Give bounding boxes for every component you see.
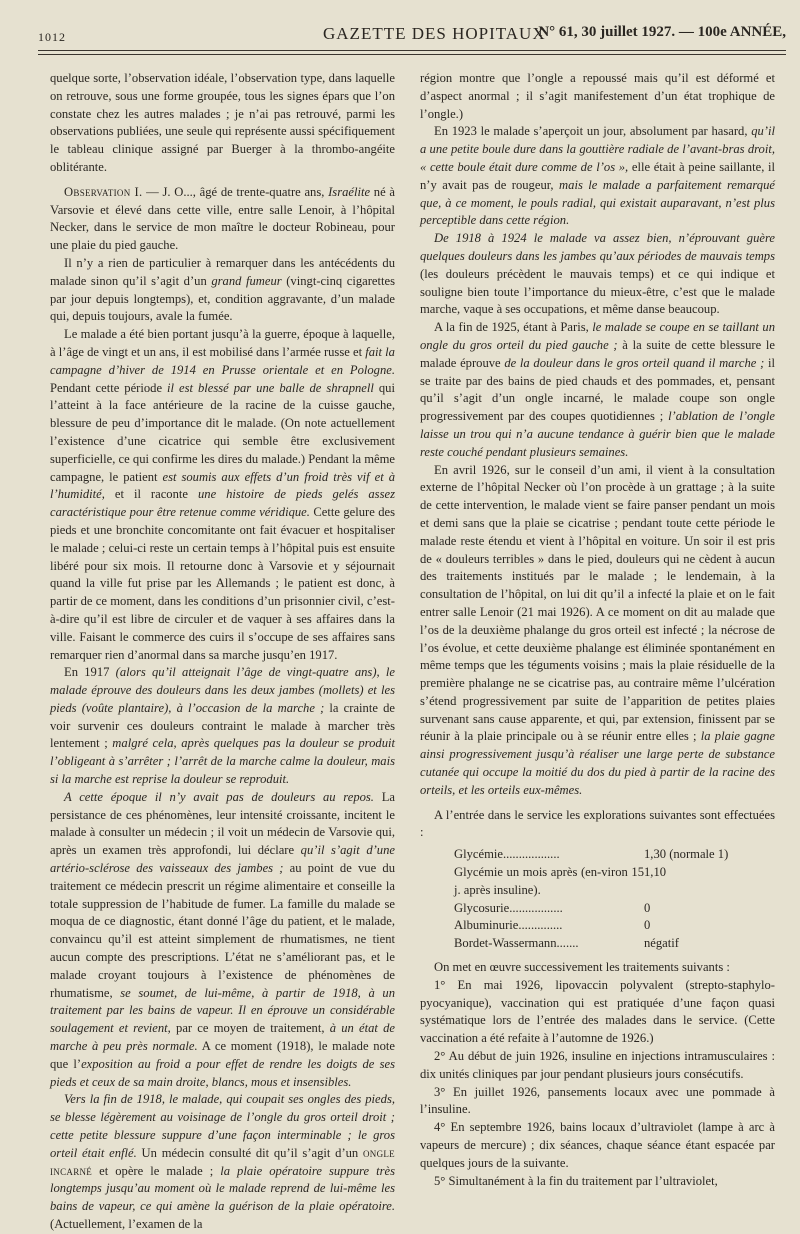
journal-title: GAZETTE DES HOPITAUX	[323, 24, 546, 43]
observation-paragraph: Observation I. — J. O..., âgé de trente-quatre ans, Israélite né à Varsovie et élevé dans cette ville, entre salle Lenoir, à l’hôpital Necker, dans le service de mon maître le docteur Robineau, pour une plaie du pied gauche.	[50, 184, 395, 253]
treatment-list	[420, 977, 775, 1191]
right-column	[420, 70, 775, 1190]
header-rule	[38, 50, 786, 51]
paragraph: Le malade a été bien portant jusqu’à la guerre, époque à laquelle, à l’âge de vingt et un ans, il est mobilisé dans l’armée russe et fait la campagne d’hiver de 1914 en Prusse orientale et en Pologne. Pendant cette période il est blessé par une balle de shrapnell qui l’atteint à la face antérieure de la racine de la cuisse gauche, blessure de peu d’importance dit le malade. (On note actuellement l’existence d’une cicatrice qui semble être exclusivement superficielle, ce qui confirme les dires du malade.) Pendant la même campagne, le patient est soumis aux effets d’un froid très vif et à l’humidité, et il raconte une histoire de pieds gelés assez caractéristique pour être retenue comme véridique. Cette gelure des pieds et une bronchite concomitante ont fait évacuer et hospitaliser le malade ; celui-ci reste un certain temps à l’hôpital puis est ensuite libéré pour six mois. Il retourne donc à Varsovie et y séjournait quand la ville fut prise par les Allemands ; le patient est donc, à partir de ce moment, dans les conditions d’un prisonnier civil, c’est-à-dire qu’il est libre de circuler et de vaquer à ses affaires dans la ville. Faisant le commerce des cuirs il s’occupe de ses affaires sans remarquer rien d’anormal dans sa marche jusqu’en 1917.	[50, 327, 396, 662]
paragraph: région montre que l’ongle a repoussé mais qu’il est déformé et d’aspect anormal ; il s’agit manifestement d’un état trophique de l’ongle.)	[420, 71, 775, 121]
list-item: 4° En septembre 1926, bains locaux d’ultraviolet (lampe à arc à vapeurs de mercure) ; dix séances, chaque séance étant espacée par quelques jours de la suivante.	[420, 1120, 775, 1170]
paragraph: De 1918 à 1924 le malade va assez bien, n’éprouvant guère quelques douleurs dans les jambes qu’aux périodes de mauvais temps (les douleurs précèdent le mauvais temps) et ce qui indique et souligne bien toute l’importance du mieux-être, c’est que le malade marche, vaque à ses occupations, et même danse beaucoup.	[420, 231, 775, 317]
paragraph: En avril 1926, sur le conseil d’un ami, il vient à la consultation externe de l’hôpital Necker où l’on procède à un grattage ; à la suite de cette intervention, le malade vient se faire panser pendant un mois et demi sans que la plaie se cicatrise ; pendant toute cette période le malade reste étendu et vient à l’hôpital en voiture. Un soir il est pris de « douleurs terribles » dans le pied, douleurs qui ne cèdent à aucun des traitements institués par le malade ; le lendemain, à la consultation de l’hôpital, on lui dit qu’il a infecté la plaie et on le fait entrer salle Lenoir (21 mai 1926). A ce moment on dit au malade que l’os de la deuxième phalange du gros orteil est infecté ; la nécrose de l’os évolue, et cette deuxième phalange est éliminée spontanément en même temps que les téguments voisins ; mais la plaie résiduelle de la première phalange ne se cicatrise pas, au contraire même l’ulcération s’étend progressivement par suite de l’apparition de petites plaies survenant sans cause apparente, et qui, par extension, finissent par se réunir à la plaie principale ou à se réunir entre elles ; la plaie gagne ainsi progressivement jusqu’à réaliser une large perte de substance cutanée qui occupe la moitié du dos du pied à partir de la racine des orteils, et les orteils eux-mêmes.	[420, 462, 775, 797]
table-row: Bordet-Wassermann....... négatif	[454, 936, 679, 951]
list-item: 3° En juillet 1926, pansements locaux avec une pommade à l’insuline.	[420, 1084, 775, 1117]
paragraph: quelque sorte, l’observation idéale, l’observation type, dans laquelle on retrouve, sous une forme groupée, tous les signes épars que l’on constate chez les autres malades ; je n’ai pas retrouvé, parmi les observations publiées, une seule qui représente aussi spécifiquement le tableau clinique assigné par Buerger à la thrombo-angéite oblitérante.	[50, 71, 395, 174]
list-item: 5° Simultanément à la fin du traitement par l’ultraviolet,	[434, 1173, 718, 1188]
table-row: Glycosurie................. 0	[454, 900, 651, 915]
paragraph: A la fin de 1925, étant à Paris, le malade se coupe en se taillant un ongle du gros orteil du pied gauche ; à la suite de cette blessure le malade éprouve de la douleur dans le gros orteil quand il marche ; il se traite par des bains de pied chauds et des pommades, et, pensant qu’il s’agit d’un ongle incarné, le malade coupe son ongle progressivement par des coupes quotidiennes ; l’ablation de l’ongle laisse un trou qui n’a aucune tendance à guérir bien que le malade reste couché pendant plusieurs semaines.	[420, 320, 776, 459]
table-row: Albuminurie.............. 0	[454, 918, 651, 933]
header-rule-thin	[38, 54, 786, 55]
left-column	[50, 70, 395, 1234]
list-item: 1° En mai 1926, lipovaccin polyvalent (strepto-staphylo-pyocyanique), vaccination qui est pratiquée d’une façon quasi systématique lors de l’entrée des malades dans le service. (Cette vaccination a été refaite à l’automne de 1926.)	[420, 977, 775, 1046]
lab-results-table	[454, 846, 728, 953]
paragraph: En 1917 (alors qu’il atteignait l’âge de vingt-quatre ans), le malade éprouve des douleurs dans les deux jambes (mollets) et les pieds (voûte plantaire), à l’occasion de la marche ; la crainte de voir survenir ces douleurs contraint le malade à marcher très lentement ; malgré cela, après quelques pas la douleur se produit l’obligeant à s’arrêter ; l’arrêt de la marche calme la douleur, mais si la marche est reprise la douleur se reproduit.	[50, 665, 395, 787]
page-number: 1012	[38, 30, 66, 44]
observation-label: Observation I.	[64, 184, 143, 199]
paragraph: A cette époque il n’y avait pas de douleurs au repos. La persistance de ces phénomènes, leur intensité croissante, incitent le malade à consulter un médecin ; il voit un médecin de Varsovie qui, après un examen très approfondi, lui déclare qu’il s’agit d’une artério-sclérose des vaisseaux des jambes ; au point de vue du traitement ce médecin prescrit un régime alimentaire et conseille la totale suppression de l’habitude de fumer. La famille du malade se moqua de ce diagnostic, étant donné l’âge du patient, et le malade, convaincu qu’il est atteint simplement de rhumatismes, ne tient aucun compte des prescriptions. L’état ne s’améliorant pas, et le malade croyant toujours à l’existence de phénomènes de rhumatisme, se soumet, de lui-même, à partir de 1918, à un traitement par les bains de vapeur. Il en éprouve un considérable soulagement et revient, par ce moyen de traitement, à un état de marche à peu près normale. A ce moment (1918), le malade note que l’exposition au froid a pour effet de rendre les doigts de ses pieds et ceux de sa main droite, blancs, mous et insensibles.	[50, 789, 395, 1089]
table-row: Glycémie un mois après (en-viron 15 j. après insuline). 1,10	[454, 865, 667, 897]
paragraph: On met en œuvre successivement les traitements suivants :	[434, 960, 730, 975]
issue-info: N° 61, 30 juillet 1927. — 100e ANNÉE,	[538, 24, 786, 40]
list-item: 2° Au début de juin 1926, insuline en injections intramusculaires : dix unités cliniques par jour pendant plusieurs jours consécutifs.	[420, 1049, 775, 1081]
paragraph: Il n’y a rien de particulier à remarquer dans les antécédents du malade sinon qu’il s’agit d’un grand fumeur (vingt-cinq cigarettes par jour depuis longtemps), et, condition aggravante, d’un malade qui, depuis toujours, avale la fumée.	[50, 255, 396, 324]
paragraph: A l’entrée dans le service les explorations suivantes sont effectuées :	[420, 807, 775, 840]
paragraph: En 1923 le malade s’aperçoit un jour, absolument par hasard, qu’il a une petite boule dure dans la gouttière radiale de l’avant-bras droit, « cette boule était dure comme de l’os », elle était à peine saillante, il n’y avait pas de rougeur, mais le malade a parfaitement remarqué que, à ce moment, le pouls radial, qui existait auparavant, n’est plus perceptible dans cette région.	[420, 124, 776, 228]
table-row: Glycémie.................. 1,30 (normale 1)	[454, 847, 729, 862]
page-header	[38, 20, 786, 46]
paragraph: Vers la fin de 1918, le malade, qui coupait ses ongles des pieds, se blesse légèrement au voisinage de l’ongle du gros orteil droit ; cette petite blessure suppure d’une façon interminable ; le gros orteil était enflé. Un médecin consulté dit qu’il s’agit d’un ongle incarné et opère le malade ; la plaie opératoire suppure très longtemps jusqu’au moment où le malade reprend de lui-même les bains de vapeur, ce qui amène la guérison de la plaie opératoire. (Actuellement, l’examen de la	[50, 1092, 395, 1231]
